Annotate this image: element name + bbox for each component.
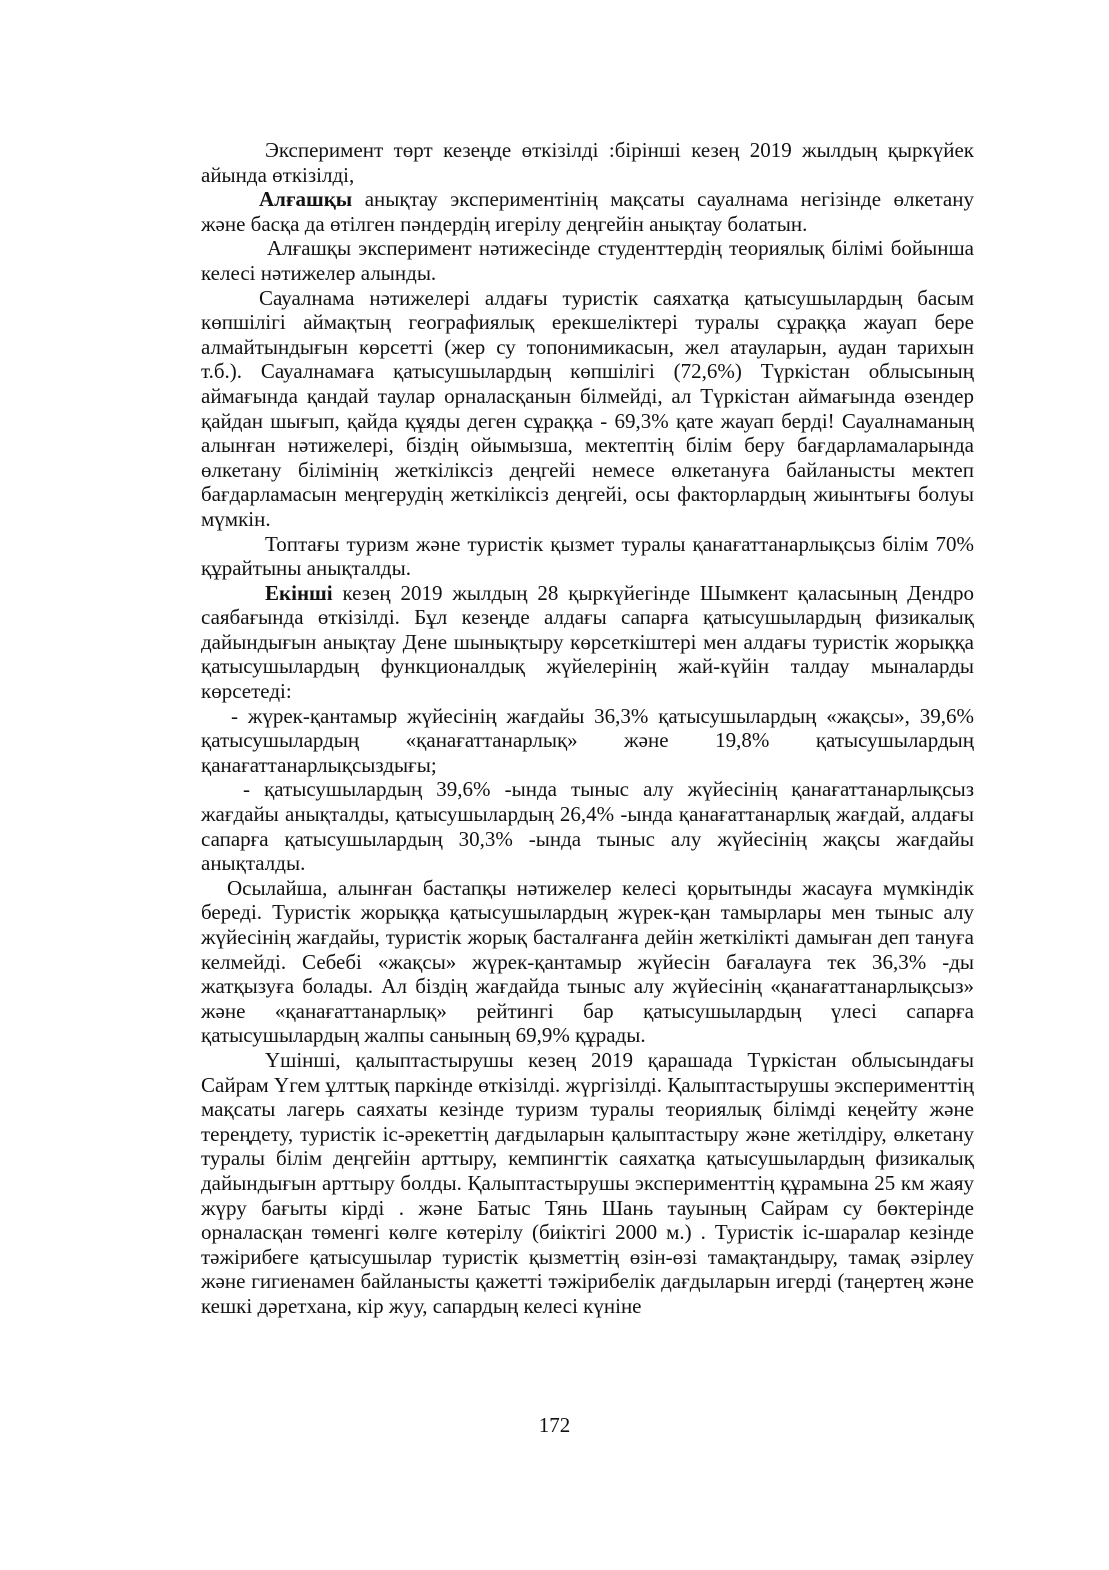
paragraph-text: - қатысушылардың 39,6% -ында тыныс алу жүйесінің қанағаттанарлықсыз жағдайы анықталды, қатысушылардың 26,4% -ында қанағаттанарлық жағдай, алдағы сапарға қатысушылардың 30,3% -ында тыныс алу жүйесінің жақсы жағдайы анықталды. [201,777,974,876]
paragraph-third-stage [201,1048,974,1319]
list-item-respiratory [201,777,974,875]
body-text [201,138,974,1319]
paragraph-second-stage [201,581,974,704]
paragraph-text: Үшінші, қалыптастырушы кезең 2019 қарашада Түркістан облысындағы Сайрам Үгем ұлттық паркінде өткізілді. жүргізілді. Қалыптастырушы эксперименттің мақсаты лагерь саяхаты кезінде туризм туралы теориялық білімді кеңейту және тереңдету, туристік іс-әрекеттің дағдыларын қалыптастыру және жетілдіру, өлкетану туралы білім деңгейін арттыру, кемпингтік саяхатқа қатысушылардың физикалық дайындығын арттыру болды. Қалыптастырушы эксперименттің құрамына 25 км жаяу жүру бағыты кірді . және Батыс Тянь Шань тауының Сайрам су бөктерінде орналасқан төменгі көлге көтерілу (биіктігі 2000 м.) . Туристік іс-шаралар кезінде тәжірибеге қатысушылар туристік қызметтің өзін-өзі тамақтандыру, тамақ әзірлеу және гигиенамен байланысты қажетті тәжірибелік дағдыларын игерді (таңертең және кешкі дәретхана, кір жуу, сапардың келесі күніне [201,1047,974,1318]
bold-term-second: Екінші [265,580,333,605]
paragraph-text: Эксперимент төрт кезеңде өткізілді :бірінші кезең 2019 жылдың қыркүйек айында өткізілді, [201,138,974,187]
bold-term-initial: Алғашқы [259,187,353,212]
page-number: 172 [538,1413,571,1437]
paragraph-conclusion [201,876,974,1048]
paragraph-text: Осылайша, алынған бастапқы нәтижелер келесі қорытынды жасауға мүмкіндік береді. Туристік жорыққа қатысушылардың жүрек-қан тамырлары мен тыныс алу жүйесінің жағдайы, туристік жорық басталғанға дейін жеткілікті дамыған деп тануға келмейді. Себебі «жақсы» жүрек-қантамыр жүйесін бағалауға тек 36,3% -ды жатқызуға болады. Ал біздің жағдайда тыныс алу жүйесінің «қанағаттанарлықсыз» және «қанағаттанарлық» рейтингі бар қатысушылардың үлесі сапарға қатысушылардың жалпы санының 69,9% құрады. [201,875,974,1048]
paragraph-text: Сауалнама нәтижелері алдағы туристік саяхатқа қатысушылардың басым көпшілігі аймақтың географиялық ерекшеліктері туралы сұраққа жауап бере алмайтындығын көрсетті (жер су топонимикасын, жел атауларын, аудан тарихын т.б.). Сауалнамаға қатысушылардың көпшілігі (72,6%) Түркістан облысының аймағында қандай таулар орналасқанын білмейді, ал Түркістан аймағында өзендер қайдан шығып, қайда құяды деген сұраққа - 69,3% қате жауап берді! Сауалнаманың алынған нәтижелері, біздің ойымызша, мектептің білім беру бағдарламаларында өлкетану білімінің жеткіліксіз деңгейі немесе өлкетануға байланысты мектеп бағдарламасын меңгерудің жеткіліксіз деңгейі, осы факторлардың жиынтығы болуы мүмкін. [201,285,974,531]
paragraph-text: анықтау экспериментінің мақсаты сауалнама негізінде өлкетану және басқа да өтілген пәндердің игерілу деңгейін анықтау болатын. [201,187,974,236]
paragraph-initial-purpose [201,187,974,236]
paragraph-text: Топтағы туризм және туристік қызмет туралы қанағаттанарлықсыз білім 70% құрайтыны анықталды. [201,531,974,581]
paragraph-experiment-stages [201,138,974,187]
paragraph-text: - жүрек-қантамыр жүйесінің жағдайы 36,3% қатысушылардың «жақсы», 39,6% қатысушылардың «қанағаттанарлық» және 19,8% қатысушылардың қанағаттанарлықсыздығы; [201,703,974,777]
paragraph-initial-results [201,236,974,285]
paragraph-tourism-knowledge [201,532,974,581]
list-item-cardiovascular [201,704,974,778]
paragraph-survey-results [201,286,974,532]
paragraph-text: Алғашқы эксперимент нәтижесінде студенттердің теориялық білімі бойынша келесі нәтижелер алынды. [201,236,974,285]
paragraph-text: кезең 2019 жылдың 28 қыркүйегінде Шымкент қаласының Дендро саябағында өткізілді. Бұл кезеңде алдағы сапарға қатысушылардың физикалық дайындығын анықтау Дене шынықтыру көрсеткіштері мен алдағы туристік жорыққа қатысушылардың функционалдық жүйелерінің жай-күйін талдау мыналарды көрсетеді: [201,580,974,704]
